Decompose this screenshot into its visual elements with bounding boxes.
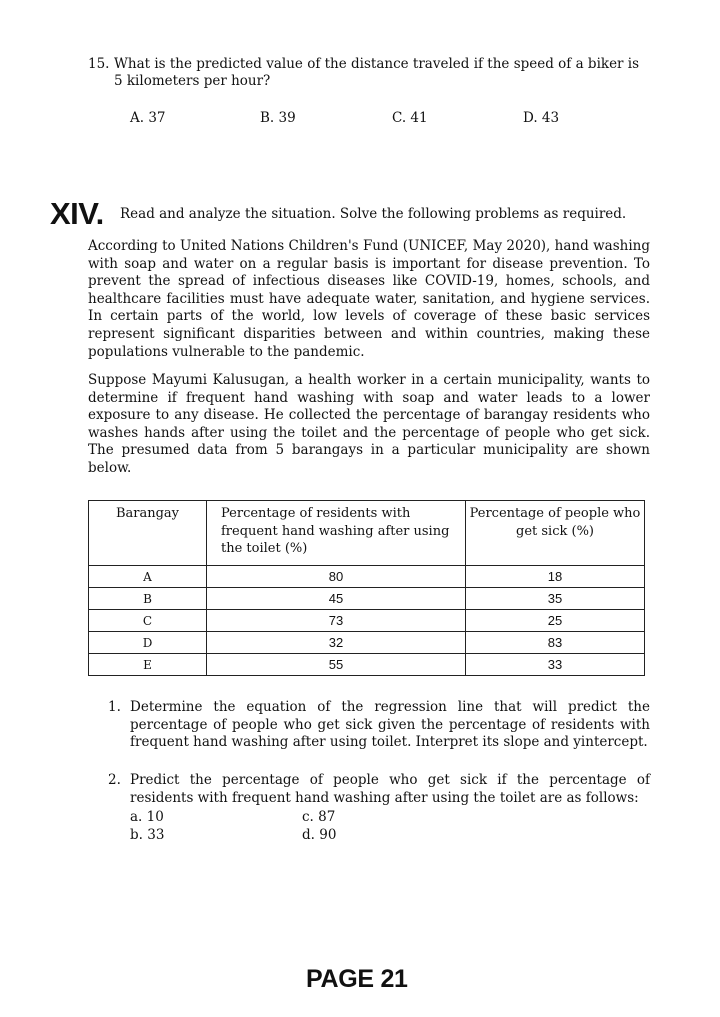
table-row bbox=[89, 566, 645, 588]
cell-barangay: D bbox=[89, 632, 207, 654]
task-2 bbox=[108, 772, 650, 807]
table-row bbox=[89, 632, 645, 654]
cell-sick: 33 bbox=[466, 654, 645, 676]
task-1 bbox=[108, 699, 650, 752]
table-row bbox=[89, 588, 645, 610]
paragraph-scenario: Suppose Mayumi Kalusugan, a health worker in a certain municipality, wants to determine if frequent hand washing with soap and water leads to a lower exposure to any disease. He collected the percentage of barangay residents who washes hands after using the toilet and the percentage of people who get sick. The presumed data from 5 barangays in a particular municipality are shown below. bbox=[88, 372, 650, 476]
table-row bbox=[89, 654, 645, 676]
table-header-row bbox=[89, 501, 645, 566]
option-b: B. 39 bbox=[260, 110, 296, 126]
question-text-line1: What is the predicted value of the distance traveled if the speed of a biker is bbox=[114, 56, 640, 72]
header-barangay: Barangay bbox=[89, 501, 207, 566]
option-a: A. 37 bbox=[130, 110, 166, 126]
cell-barangay: A bbox=[89, 566, 207, 588]
cell-hand-washing: 45 bbox=[207, 588, 466, 610]
sub-item-d: d. 90 bbox=[302, 827, 337, 843]
section-instruction: Read and analyze the situation. Solve the following problems as required. bbox=[120, 206, 627, 222]
cell-sick: 25 bbox=[466, 610, 645, 632]
task-number: 2. bbox=[108, 772, 121, 788]
option-c: C. 41 bbox=[392, 110, 428, 126]
paragraph-unicef: According to United Nations Children's Fund (UNICEF, May 2020), hand washing with soap and water on a regular basis is important for disease prevention. To prevent the spread of infectious diseases like COVID-19, homes, schools, and healthcare facilities must have adequate water, sanitation, and hygiene services. In certain parts of the world, low levels of coverage of these basic services represent significant disparities between and within countries, making these populations vulnerable to the pandemic. bbox=[88, 238, 650, 360]
cell-barangay: B bbox=[89, 588, 207, 610]
header-sick: Percentage of people who get sick (%) bbox=[466, 501, 645, 566]
option-d: D. 43 bbox=[523, 110, 560, 126]
sub-item-c: c. 87 bbox=[302, 809, 336, 825]
cell-hand-washing: 73 bbox=[207, 610, 466, 632]
task-text: Determine the equation of the regression line that will predict the percentage of people who get sick given the percentage of residents with frequent hand washing after using toilet. Interpret its slope and yintercept. bbox=[130, 699, 650, 751]
data-table bbox=[88, 500, 645, 676]
question-number: 15. bbox=[88, 56, 110, 72]
cell-hand-washing: 55 bbox=[207, 654, 466, 676]
cell-hand-washing: 32 bbox=[207, 632, 466, 654]
task-number: 1. bbox=[108, 699, 121, 715]
cell-sick: 18 bbox=[466, 566, 645, 588]
section-roman-numeral: XIV. bbox=[50, 196, 104, 231]
header-hand-washing: Percentage of residents with frequent hand washing after using the toilet (%) bbox=[207, 501, 466, 566]
cell-sick: 35 bbox=[466, 588, 645, 610]
sub-item-a: a. 10 bbox=[130, 809, 164, 825]
task-text: Predict the percentage of people who get sick if the percentage of residents with frequent hand washing after using the toilet are as follows: bbox=[130, 772, 650, 806]
page-number: PAGE 21 bbox=[306, 965, 408, 993]
question-15 bbox=[88, 56, 668, 90]
table-row bbox=[89, 610, 645, 632]
cell-barangay: E bbox=[89, 654, 207, 676]
cell-sick: 83 bbox=[466, 632, 645, 654]
cell-barangay: C bbox=[89, 610, 207, 632]
sub-item-b: b. 33 bbox=[130, 827, 165, 843]
question-text-line2: 5 kilometers per hour? bbox=[114, 73, 271, 89]
cell-hand-washing: 80 bbox=[207, 566, 466, 588]
